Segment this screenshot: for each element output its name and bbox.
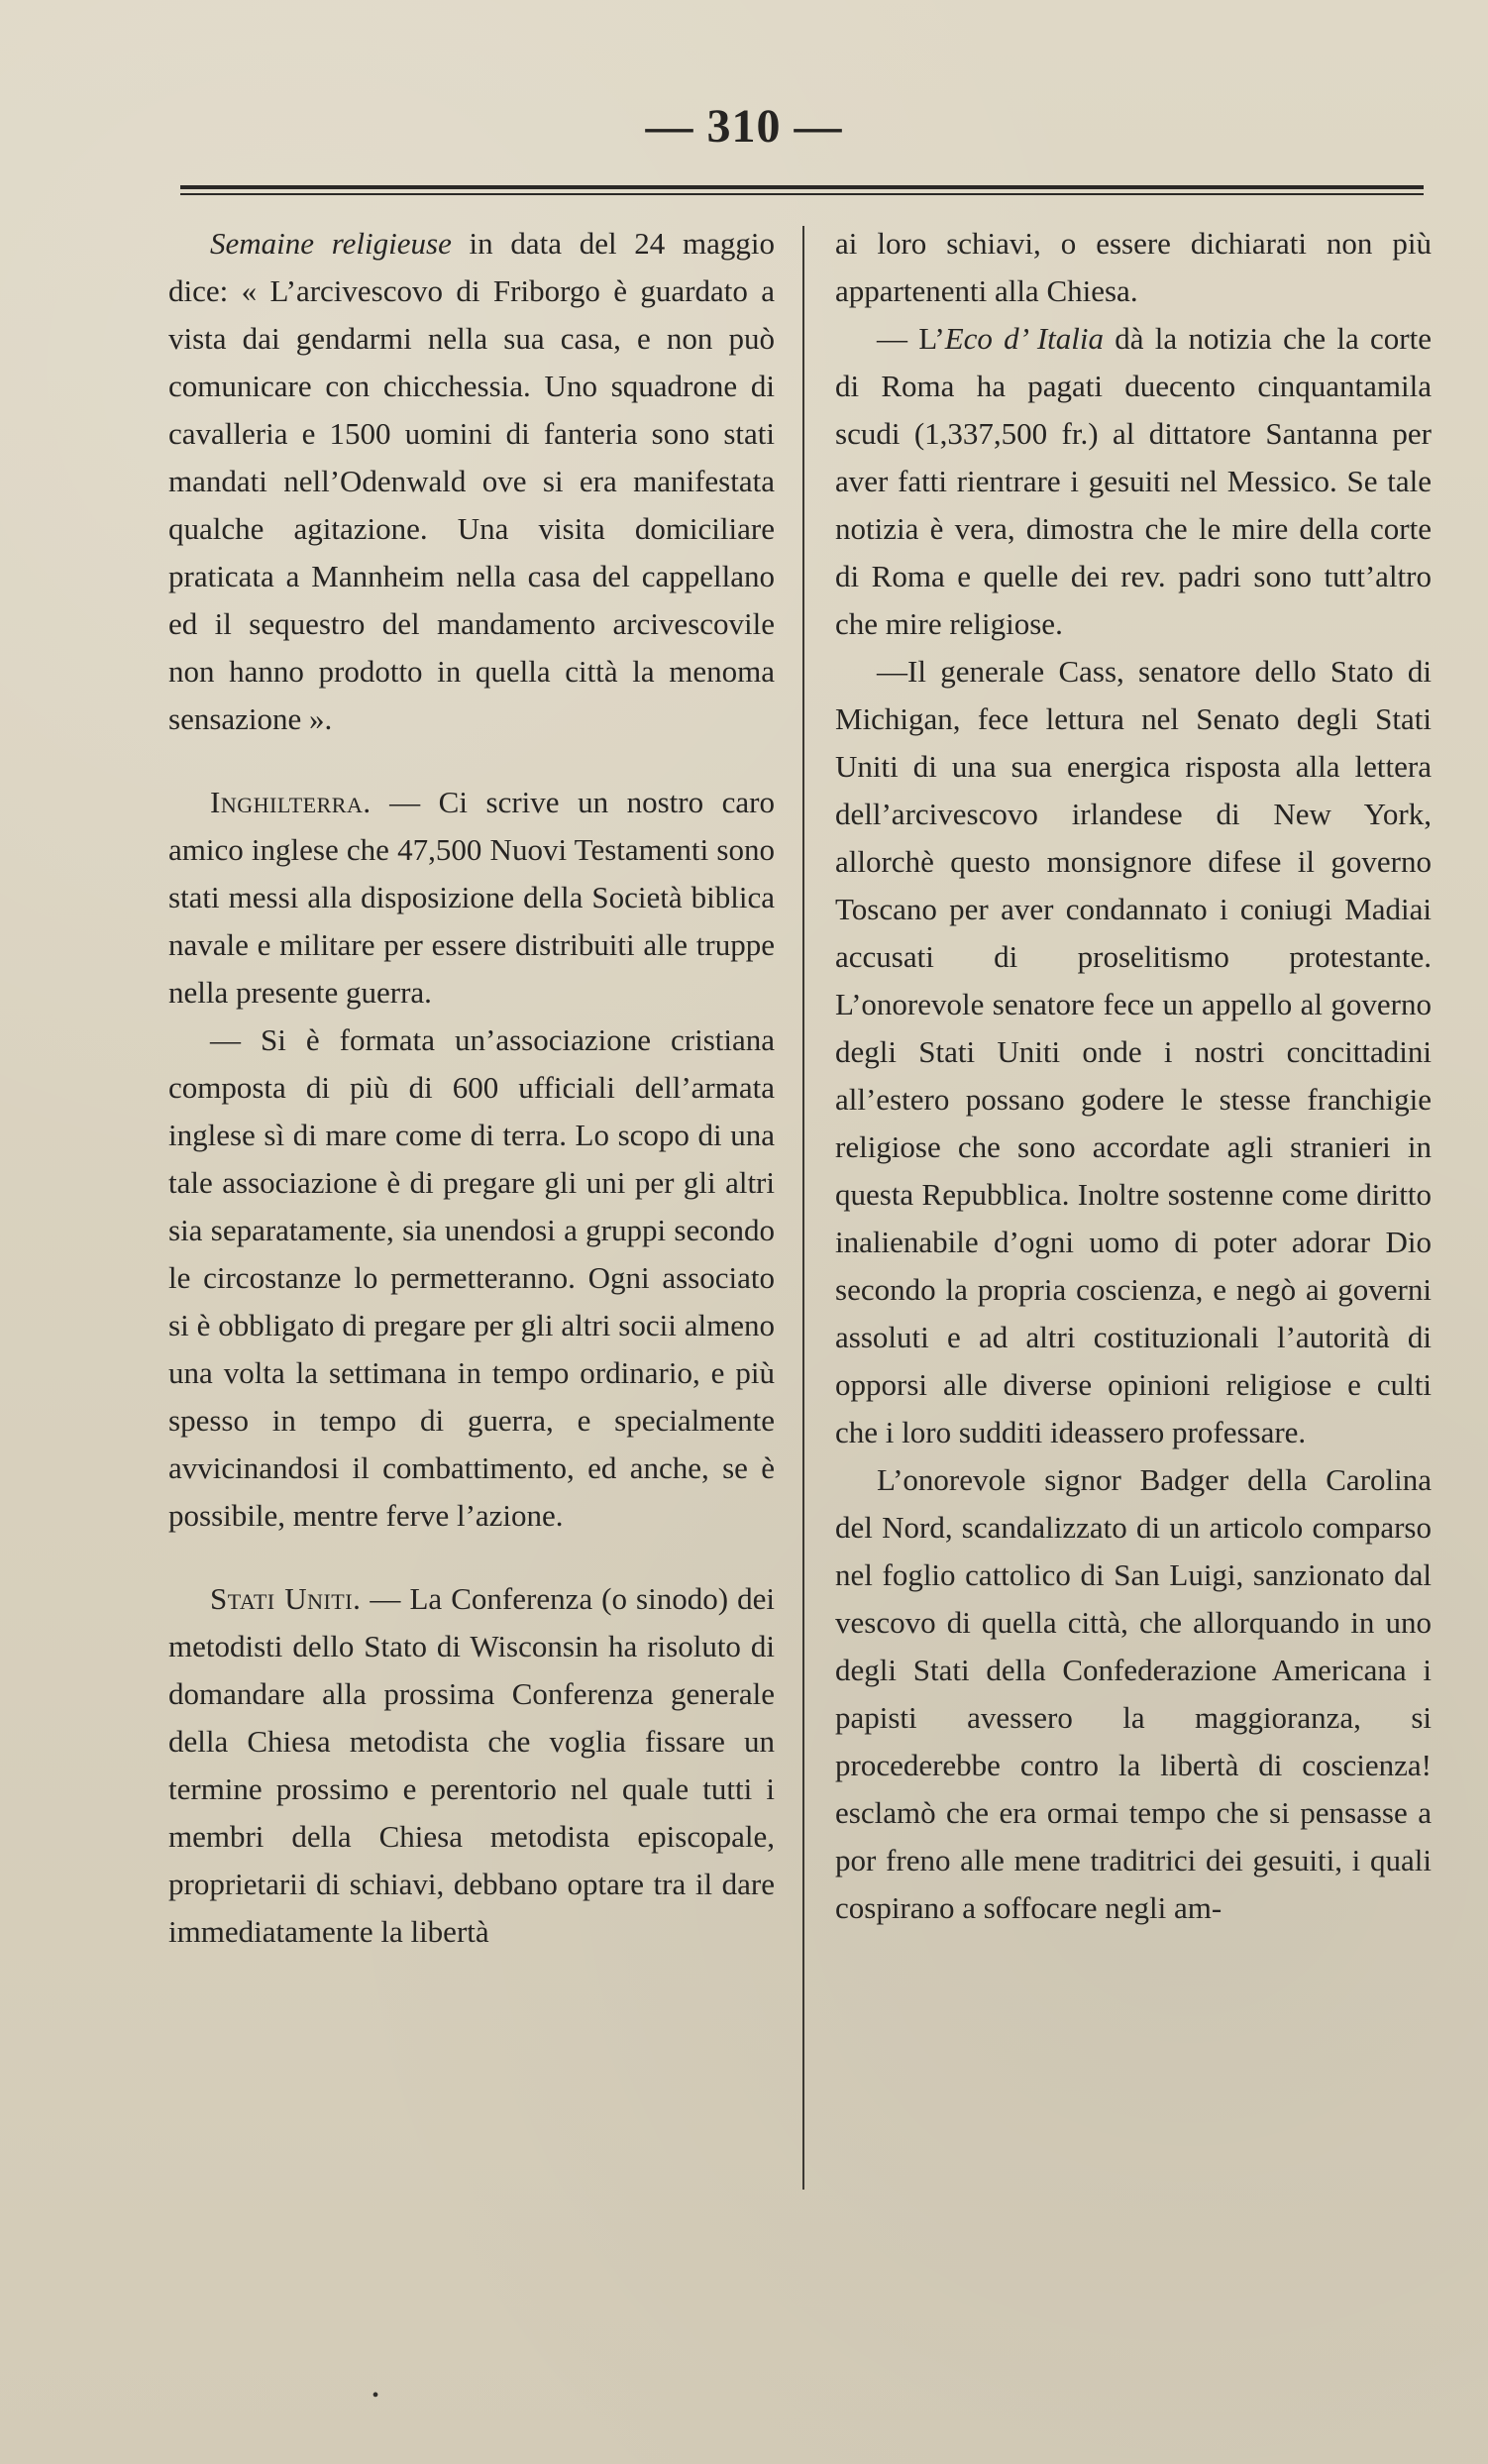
section-heading-stati-uniti: Stati Uniti.: [210, 1581, 362, 1616]
right-paragraph-4-text: L’onorevole signor Badger della Carolina del Nord, scandalizzato di un articolo comparso nel foglio cattolico di San Luigi, sanzionato dal vescovo di quella città, che allorquando in uno degli Stati della Confederazione Americana i papisti avessero la maggioranza, si procederebbe contro la libertà di coscienza! esclamò che era ormai tempo che si pensasse a por freno alle mene traditrici dei gesuiti, i quali cospirano a soffocare negli am-: [835, 1462, 1432, 1925]
right-paragraph-4: [835, 1456, 1432, 1932]
top-rule: [180, 185, 1424, 189]
right-paragraph-3-text: —Il generale Cass, senatore dello Stato di Michigan, fece lettura nel Senato degli Stati Uniti di una sua energica risposta alla lettera dell’arcivescovo irlandese di New York, allorchè questo monsignore difese il governo Toscano per aver condannato i coniugi Madiai accusati di proselitismo protestante. L’onorevole senatore fece un appello al governo degli Stati Uniti onde i nostri concittadini all’estero possano godere le stesse franchigie religiose che sono accordate agli stranieri in questa Repubblica. Inoltre sostenne come diritto inalienabile d’ogni uomo di poter adorar Dio secondo la propria coscienza, e negò ai governi assoluti e ad altri costituzionali l’autorità di opporsi alle diverse opinioni religiose e culti che i loro sudditi ideassero professare.: [835, 654, 1432, 1449]
left-column: [168, 220, 775, 1956]
left-paragraph-4-text: — La Conferenza (o sinodo) dei metodisti dello Stato di Wisconsin ha risoluto di domandare alla prossima Conferenza generale della Chiesa metodista che voglia fissare un termine prossimo e perentorio nel quale tutti i membri della Chiesa metodista episcopale, proprietarii di schiavi, debbano optare tra il dare immediatamente la libertà: [168, 1581, 775, 1949]
right-paragraph-3: [835, 648, 1432, 1456]
right-paragraph-1-text: ai loro schiavi, o essere dichiarati non più appartenenti alla Chiesa.: [835, 226, 1432, 308]
column-divider: [802, 226, 804, 2190]
publication-title: Semaine religieuse: [210, 226, 452, 261]
footer-mark: •: [372, 2385, 379, 2407]
right-column: [835, 220, 1432, 1932]
right-paragraph-2-prefix: — L’: [877, 321, 945, 356]
right-paragraph-1: [835, 220, 1432, 315]
left-paragraph-2-text: — Ci scrive un nostro caro amico inglese che 47,500 Nuovi Testamenti sono stati messi alla disposizione della Società biblica navale e militare per essere distribuiti alle truppe nella presente guerra.: [168, 785, 775, 1010]
section-heading-inghilterra: Inghilterra.: [210, 785, 372, 819]
left-paragraph-2: [168, 779, 775, 1017]
newspaper-title: Eco d’ Italia: [944, 321, 1104, 356]
page-number: — 310 —: [645, 100, 843, 153]
right-paragraph-2-text: dà la notizia che la corte di Roma ha pagati duecento cinquantamila scudi (1,337,500 fr.) al dittatore Santanna per aver fatti rientrare i gesuiti nel Messico. Se tale notizia è vera, dimostra che le mire della corte di Roma e quelle dei rev. padri sono tutt’altro che mire religiose.: [835, 321, 1432, 641]
left-paragraph-1: [168, 220, 775, 743]
left-paragraph-3: [168, 1017, 775, 1540]
left-paragraph-1-text: in data del 24 maggio dice: « L’arcivescovo di Friborgo è guardato a vista dai gendarmi nella sua casa, e non può comunicare con chicchessia. Uno squadrone di cavalleria e 1500 uomini di fanteria sono stati mandati nell’Odenwald ove si era manifestata qualche agitazione. Una visita domiciliare praticata a Mannheim nella casa del cappellano ed il sequestro del mandamento arcivescovile non hanno prodotto in quella città la menoma sensazione ».: [168, 226, 775, 736]
left-paragraph-3-text: — Si è formata un’associazione cristiana composta di più di 600 ufficiali dell’armata inglese sì di mare come di terra. Lo scopo di una tale associazione è di pregare gli uni per gli altri sia separatamente, sia unendosi a gruppi secondo le circostanze lo permetteranno. Ogni associato si è obbligato di pregare per gli altri socii almeno una volta la settimana in tempo ordinario, e più spesso in tempo di guerra, e specialmente avvicinandosi il combattimento, ed anche, se è possibile, mentre ferve l’azione.: [168, 1022, 775, 1533]
left-paragraph-4: [168, 1575, 775, 1956]
right-paragraph-2: [835, 315, 1432, 648]
